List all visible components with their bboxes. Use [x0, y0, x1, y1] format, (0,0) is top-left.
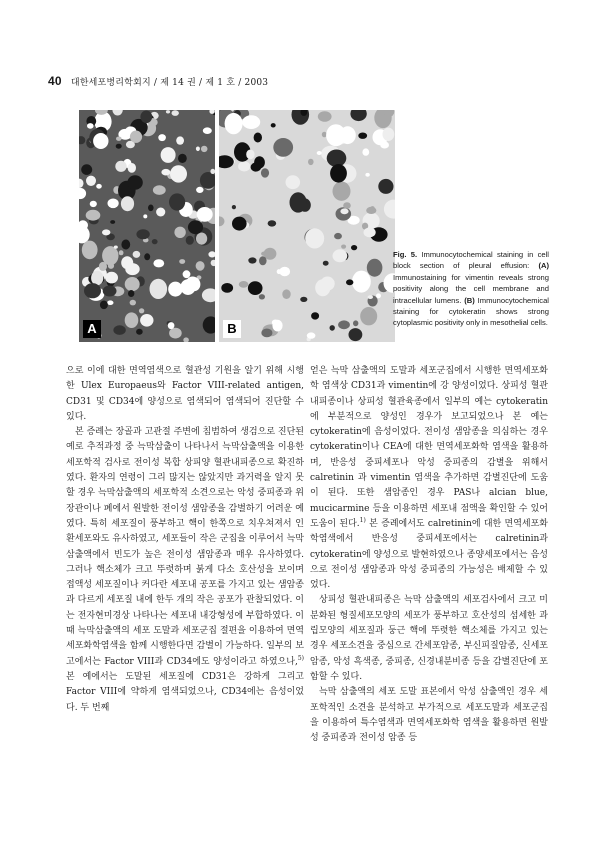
cell-blot	[86, 176, 96, 186]
page-number: 40	[48, 74, 62, 88]
cell-blot	[338, 320, 350, 329]
cell-blot	[305, 228, 324, 248]
right-column	[310, 364, 548, 746]
cell-blot	[238, 161, 250, 171]
cell-blot	[203, 127, 212, 134]
cell-blot	[79, 136, 85, 144]
cell-blot	[221, 283, 233, 293]
cell-blot	[170, 165, 187, 182]
cell-blot	[140, 111, 152, 124]
cell-blot	[330, 164, 347, 183]
cell-blot	[87, 123, 94, 129]
cell-blot	[333, 249, 348, 262]
cell-blot	[128, 290, 134, 297]
caption-lead: Immunocytochemical staining in cell block section of pleural effusion:	[393, 250, 549, 271]
cell-blot	[202, 288, 215, 302]
micrograph-b-image	[219, 110, 395, 342]
cell-blot	[169, 328, 182, 339]
cell-blot	[219, 155, 234, 168]
cell-blot	[272, 320, 282, 332]
cell-blot	[295, 111, 299, 115]
cell-blot	[168, 282, 182, 297]
cell-blot	[196, 187, 203, 193]
reference-mark: 1)	[359, 516, 366, 524]
cell-blot	[326, 124, 346, 146]
cell-blot	[136, 329, 143, 335]
cell-blot	[378, 179, 393, 194]
cell-blot	[99, 262, 107, 271]
cell-blot	[169, 193, 185, 210]
cell-blot	[130, 300, 136, 306]
cell-blot	[102, 229, 110, 235]
cell-blot	[152, 239, 158, 244]
cell-blot	[330, 325, 335, 331]
cell-blot	[128, 163, 136, 173]
cell-blot	[201, 146, 208, 152]
cell-blot	[311, 312, 319, 319]
cell-blot	[116, 144, 122, 149]
cell-blot	[103, 286, 117, 297]
cell-blot	[114, 246, 118, 249]
cell-blot	[254, 133, 262, 143]
cell-blot	[143, 214, 147, 218]
cell-blot	[232, 217, 247, 231]
cell-blot	[271, 123, 276, 127]
running-header	[48, 74, 268, 88]
cell-blot	[161, 169, 170, 176]
paragraph: 으로 이에 대한 면역염색으로 혈관성 기원을 알기 위해 시행한 Ulex Europaeus와 Factor VIII-related antigen, CD31 및 CD34에 양성으로 염색되어 염색되어 진단할 수 있다.	[66, 366, 304, 422]
cell-blot	[158, 134, 166, 141]
cell-blot	[186, 236, 194, 245]
cell-blot	[196, 233, 207, 245]
cell-blot	[174, 227, 185, 238]
figure-caption	[393, 249, 549, 329]
micrograph-panel-b	[219, 110, 395, 342]
cell-blot	[90, 201, 97, 207]
cell-blot	[248, 257, 256, 263]
cell-blot	[119, 250, 124, 255]
cell-blot	[308, 159, 314, 165]
cell-blot	[366, 207, 376, 214]
cell-blot	[161, 147, 176, 163]
cell-blot	[350, 110, 366, 121]
cell-blot	[104, 252, 110, 257]
paragraph: 얻은 늑막 삼출액의 도말과 세포군집에서 시행한 면역세포화학 염색상 CD31과 vimentin에 강 양성이었다. 상피성 혈관내피종이나 상피성 혈관육종에서 일부의 예는 cytokeratin에 부분적으로 양성인 경우가 보고되었으나 본 예는 cytokeratin에 음성이었다. 전이성 샘암종을 의심하는 경우 cytokeratin이나 CEA에 대한 면역세포화학 염색을 활용하며, 반응성 중피세포나 악성 중피종의 감별을 위해서 calretinin 과 vimentin 염색을 추가하면 감별진단에 도움이 된다. 또한 샘암종인 경우 PAS나 alcian blue, mucicarmine 등을 이용하면 세포내 점액을 확인할 수 있어 도움이 된다.$^{1)}$ 본 증례에서도 calretinin에 대한 면역세포화학염색에서 반응성 중피세포에서는 calretinin과 cytokeratin에 양성으로 발현하였으나 종양세포에서는 음성으로 전이성 샘암종과 악성 중피종의 가능성은 배제할 수 있었다.	[310, 366, 548, 591]
panel-b-label: B	[223, 320, 241, 338]
cell-blot	[96, 184, 102, 189]
cell-blot	[176, 136, 184, 144]
cell-blot	[183, 270, 191, 278]
cell-blot	[232, 205, 236, 209]
reference-mark: 5)	[297, 654, 304, 662]
cell-blot	[93, 133, 108, 149]
cell-blot	[346, 279, 353, 285]
paragraph: 늑막 삼출액의 세포 도말 표본에서 악성 삼출액인 경우 세포학적인 소견을 분석하고 부가적으로 세포도말과 세포군집을 이용하여 특수염색과 면역세포화학 염색을 활용하면 원발성 중피종과 전이성 암종 등	[310, 687, 548, 744]
cell-blot	[183, 337, 189, 342]
cell-blot	[125, 277, 140, 291]
cell-blot	[172, 110, 179, 116]
cell-blot	[188, 220, 203, 234]
cell-blot	[259, 294, 265, 299]
cell-blot	[323, 261, 329, 266]
cell-blot	[279, 267, 290, 276]
cell-blot	[139, 308, 144, 313]
cell-blot	[210, 169, 215, 174]
cell-blot	[108, 199, 119, 209]
paragraph: 상피성 혈관내피종은 늑막 삼출액의 세포검사에서 크고 미분화된 형질세포모양의 세포가 풍부하고 호산성의 섬세한 과립모양의 세포질과 둥근 핵에 뚜렷한 핵소체를 가지고 있는 경우 세포소견을 중심으로 간세포암종, 부신피질암종, 신세포암종, 악성 흑색종, 중피종, 신경내분비종 등을 감별진단에 포함할 수 있다.	[310, 595, 548, 682]
cell-blot	[248, 281, 263, 295]
cell-blot	[367, 259, 383, 277]
cell-blot	[180, 279, 195, 295]
cell-blot	[144, 253, 150, 260]
caption-title: Fig. 5.	[393, 250, 418, 259]
cell-blot	[261, 329, 272, 338]
cell-blot	[341, 245, 346, 249]
cell-blot	[268, 220, 277, 226]
cell-blot	[364, 228, 376, 238]
cell-blot	[79, 188, 86, 199]
journal-citation: 대한세포병리학회지 / 제 14 권 / 제 1 호 / 2003	[70, 78, 269, 88]
cell-blot	[110, 220, 115, 224]
cell-blot	[100, 301, 108, 310]
panel-a-label: A	[83, 320, 101, 338]
cell-blot	[383, 128, 395, 141]
cell-blot	[261, 252, 267, 256]
cell-blot	[136, 229, 149, 239]
cell-blot	[91, 271, 103, 285]
cell-blot	[320, 277, 334, 291]
cell-blot	[121, 196, 134, 211]
cell-blot	[273, 138, 293, 157]
cell-blot	[282, 289, 290, 299]
cell-blot	[197, 207, 213, 222]
cell-blot	[82, 241, 98, 260]
caption-a-tag: (A)	[538, 261, 549, 271]
cell-blot	[81, 164, 92, 175]
cell-blot	[351, 245, 357, 250]
cell-blot	[362, 148, 369, 155]
cell-blot	[358, 133, 367, 139]
cell-blot	[318, 111, 332, 122]
cell-blot	[107, 300, 113, 305]
cell-blot	[121, 256, 133, 269]
cell-blot	[79, 179, 84, 188]
caption-b-text: Immunocytochemical staining for cytokeratin shows strong cytoplasmic positivity only in mesothelial cells.	[393, 295, 549, 328]
cell-blot	[340, 208, 348, 214]
paragraph: 본 증례는 장골과 고관절 주변에 침범하여 생검으로 진단된 예로 추적과정 중 늑막삼출이 나타나서 늑막삼출액을 이용한 세포학적 검사로 전이성 복합 상피양 혈관내피종으로 확진하였다. 환자의 연령이 그리 많지는 않았지만 과거력을 알지 못할 경우 늑막삼출액의 세포학적 소견으로는 악성 중피종과 위장관이나 폐에서 원발한 전이성 샘암종을 감별하기 어려운 예였다. 특히 세포질이 풍부하고 핵이 한쪽으로 치우쳐져서 인환세포와도 유사하였고, 세포들이 작은 군집을 이루어서 늑막삼출액에서 빈도가 높은 전이성 샘암종과 매우 유사하였다. 그러나 핵소체가 크고 뚜렷하며 붉게 다소 호산성을 보이며 접액성 세포질이나 커다란 세포내 공포를 가지고 있는 샘암종과 다르게 세포질 내에 한두 개의 작은 공포가 관찰되었다. 이는 전자현미경상 나타나는 세포내 내강형성에 부합하였다. 이때 늑막삼출액의 세포 도말과 세포군집 절편을 이용하여 면역세포화학염색을 함께 시행한다면 감별이 가능하다. 일부의 보고에서는 Factor VIII과 CD34에도 양성이라고 하였으나,$^{5)}$ 본 예에서는 도말된 세포질에 CD31은 강하게 그리고 Factor VIII에 약하게 염색되었으나, CD34에는 음성이었다. 두 번째	[66, 427, 304, 713]
cell-blot	[168, 322, 175, 329]
caption-a-text: Immunostaining for vimentin reveals strong positivity along the cell membrane and intracellular lumens.	[393, 272, 549, 305]
cell-blot	[196, 261, 205, 271]
cell-blot	[246, 150, 254, 160]
figure-5	[79, 110, 395, 342]
micrograph-a-image	[79, 110, 215, 342]
cell-blot	[333, 182, 351, 201]
cell-blot	[148, 205, 154, 212]
cell-blot	[130, 131, 142, 143]
cell-blot	[317, 151, 322, 155]
cell-blot	[86, 210, 101, 221]
cell-blot	[113, 325, 125, 335]
cell-blot	[140, 314, 153, 327]
cell-blot	[127, 175, 142, 189]
cell-blot	[239, 281, 249, 288]
caption-b-tag: (B)	[464, 295, 475, 305]
cell-blot	[290, 192, 307, 212]
cell-blot	[121, 240, 130, 250]
cell-blot	[211, 260, 215, 266]
micrograph-panel-a	[79, 110, 215, 342]
cell-blot	[200, 172, 215, 189]
cell-blot	[84, 283, 101, 298]
cell-blot	[225, 113, 243, 134]
cell-blot	[384, 200, 395, 219]
cell-blot	[116, 137, 122, 141]
cell-blot	[112, 110, 122, 116]
cell-blot	[368, 295, 373, 299]
cell-blot	[343, 202, 351, 209]
cell-blot	[352, 271, 371, 293]
cell-blot	[153, 185, 166, 195]
cell-blot	[259, 256, 267, 265]
cell-blot	[115, 161, 126, 172]
cell-blot	[307, 332, 316, 338]
cell-blot	[357, 278, 362, 283]
cell-blot	[251, 163, 262, 172]
cell-blot	[380, 142, 389, 149]
cell-blot	[360, 307, 377, 325]
cell-blot	[133, 251, 141, 258]
cell-blot	[334, 233, 342, 239]
cell-blot	[376, 293, 381, 298]
cell-blot	[105, 272, 118, 284]
cell-blot	[179, 259, 185, 264]
cell-blot	[156, 208, 165, 217]
cell-blot	[286, 175, 301, 189]
cell-blot	[153, 259, 164, 267]
cell-blot	[349, 328, 363, 341]
cell-blot	[322, 132, 327, 138]
left-column	[66, 364, 304, 716]
cell-blot	[300, 297, 307, 302]
cell-blot	[242, 115, 260, 129]
cell-blot	[166, 110, 170, 113]
cell-blot	[178, 154, 187, 163]
cell-blot	[196, 147, 200, 152]
cell-blot	[125, 312, 139, 328]
cell-blot	[208, 251, 215, 257]
cell-blot	[261, 168, 269, 177]
cell-blot	[365, 173, 369, 177]
cell-blot	[219, 216, 225, 226]
cell-blot	[353, 320, 358, 326]
cell-blot	[203, 316, 215, 333]
cell-blot	[150, 279, 168, 299]
